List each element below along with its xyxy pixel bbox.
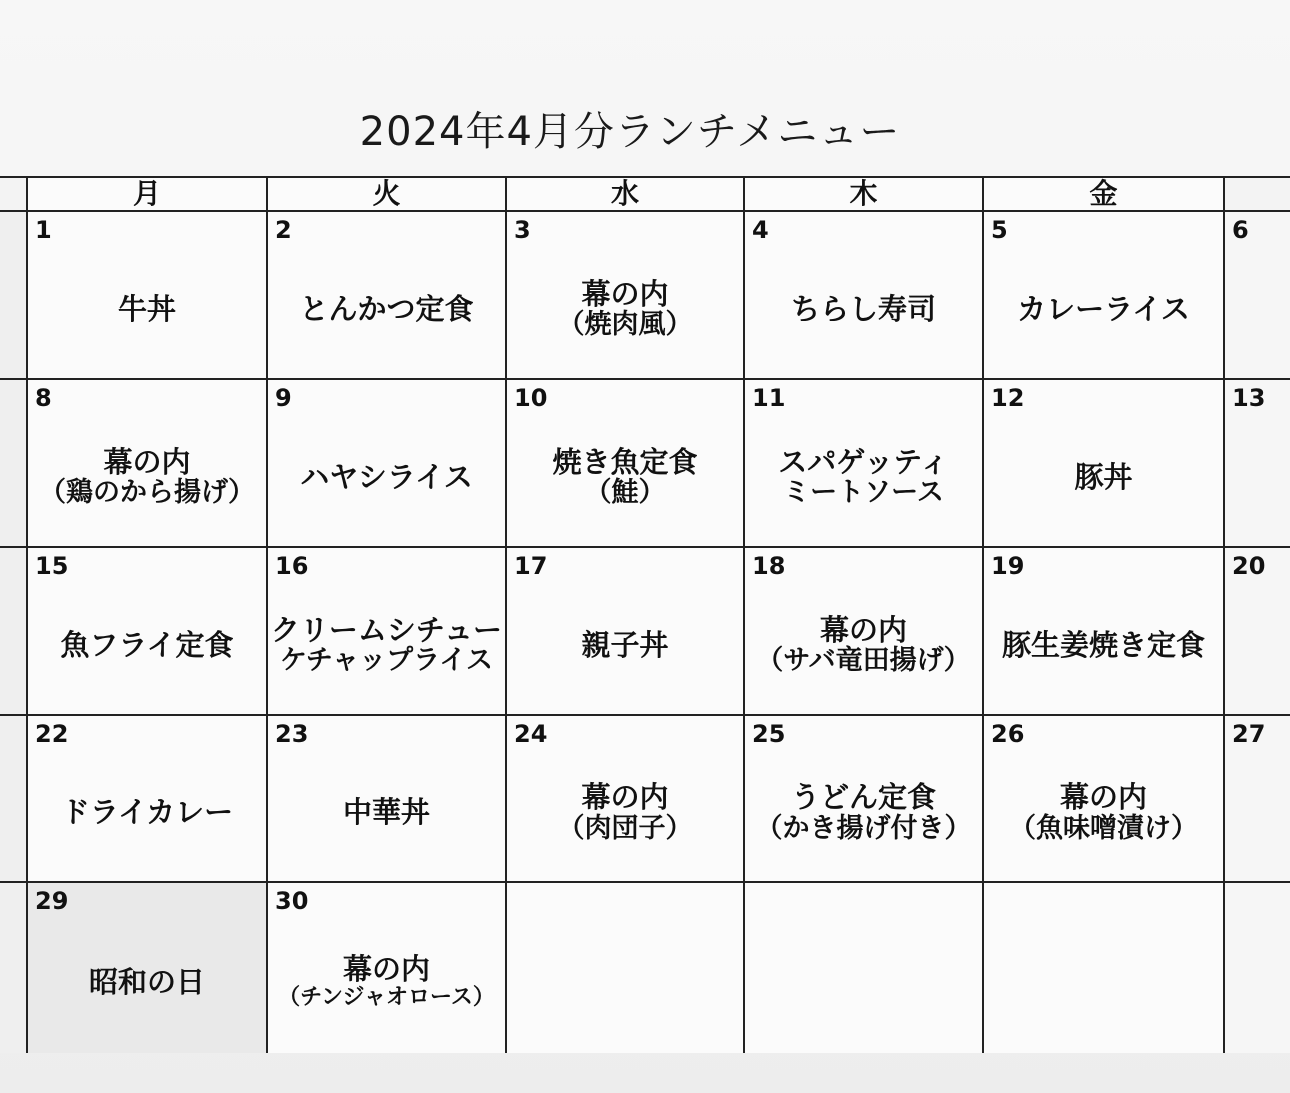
day-cell	[507, 212, 745, 380]
menu-line-1: 幕の内	[1059, 780, 1147, 815]
menu-line-1: クリームシチュー	[270, 612, 503, 647]
day-number: 27	[1232, 720, 1266, 748]
holiday-cell	[28, 883, 268, 1053]
day-number: 20	[1232, 552, 1266, 580]
day-number: 6	[1232, 216, 1249, 244]
menu-line-1: 昭和の日	[88, 964, 205, 999]
side-day-cell	[1225, 716, 1290, 883]
day-number: 15	[35, 552, 69, 580]
day-number: 19	[991, 552, 1025, 580]
day-cell	[268, 548, 507, 716]
menu-item	[268, 919, 505, 1045]
menu-item	[28, 752, 266, 873]
menu-line-1: 幕の内	[581, 780, 669, 815]
menu-item	[28, 248, 266, 370]
day-cell	[745, 716, 984, 883]
day-number: 29	[35, 887, 69, 915]
menu-line-2: （鶏のから揚げ）	[39, 477, 255, 509]
menu-item	[745, 752, 982, 873]
holiday-label	[28, 919, 266, 1045]
day-cell	[268, 212, 507, 380]
day-cell	[745, 380, 984, 548]
weekday-header-mon: 月	[28, 178, 268, 212]
day-cell	[507, 716, 745, 883]
day-cell	[984, 212, 1225, 380]
menu-item	[984, 752, 1223, 873]
side-day-cell	[1225, 212, 1290, 380]
menu-line-1: カレーライス	[1017, 291, 1190, 326]
day-cell	[268, 883, 507, 1053]
menu-line-1: 幕の内	[342, 952, 430, 987]
day-cell	[268, 716, 507, 883]
day-cell	[984, 380, 1225, 548]
empty-day-cell	[507, 883, 745, 1053]
week-edge-left	[0, 716, 28, 883]
week-edge-left	[0, 380, 28, 548]
menu-item	[28, 416, 266, 538]
day-number: 30	[275, 887, 309, 915]
day-cell	[507, 548, 745, 716]
day-number: 5	[991, 216, 1008, 244]
day-number: 11	[752, 384, 786, 412]
menu-line-1: ハヤシライス	[300, 459, 473, 494]
menu-item	[507, 752, 743, 873]
menu-line-2: ミートソース	[783, 477, 944, 509]
side-day-cell	[1225, 883, 1290, 1053]
day-number: 17	[514, 552, 548, 580]
day-number: 23	[275, 720, 309, 748]
menu-line-1: ドライカレー	[60, 795, 234, 830]
day-number: 22	[35, 720, 69, 748]
day-number: 18	[752, 552, 786, 580]
menu-item	[268, 416, 505, 538]
menu-line-2: （かき揚げ付き）	[755, 812, 972, 844]
week-edge-left	[0, 548, 28, 716]
day-cell	[28, 380, 268, 548]
day-cell	[984, 548, 1225, 716]
empty-day-cell	[745, 883, 984, 1053]
week-edge-left	[0, 883, 28, 1053]
weekday-header-tue: 火	[268, 178, 507, 212]
menu-line-1: 豚丼	[1074, 459, 1133, 494]
header-edge-left	[0, 178, 28, 212]
menu-line-2: （チンジャオロース）	[278, 984, 495, 1010]
menu-line-1: 幕の内	[103, 444, 191, 479]
menu-line-1: 幕の内	[581, 276, 669, 311]
menu-line-2: ケチャップライス	[279, 645, 494, 677]
empty-day-cell	[984, 883, 1225, 1053]
day-number: 2	[275, 216, 292, 244]
menu-line-2: （魚味噌漬け）	[1009, 812, 1198, 844]
menu-line-2: （焼肉風）	[557, 309, 693, 341]
weekday-header-wed: 水	[507, 178, 745, 212]
day-cell	[745, 212, 984, 380]
day-number: 24	[514, 720, 548, 748]
menu-line-2: （サバ竜田揚げ）	[756, 645, 971, 677]
menu-line-1: 牛丼	[117, 291, 176, 326]
menu-item	[745, 248, 982, 370]
day-number: 13	[1232, 384, 1266, 412]
menu-item	[507, 584, 743, 706]
page-title: 2024年4月分ランチメニュー	[359, 109, 901, 155]
menu-item	[507, 416, 743, 538]
menu-item	[984, 584, 1223, 706]
menu-item	[28, 584, 266, 706]
weekday-header-fri: 金	[984, 178, 1225, 212]
day-number: 10	[514, 384, 548, 412]
menu-line-1: とんかつ定食	[299, 291, 474, 326]
day-number: 12	[991, 384, 1025, 412]
menu-line-1: 中華丼	[342, 795, 430, 830]
day-number: 9	[275, 384, 292, 412]
menu-item	[268, 752, 505, 873]
day-cell	[28, 548, 268, 716]
header-edge-right	[1225, 178, 1290, 212]
menu-line-1: 魚フライ定食	[60, 627, 234, 662]
menu-line-1: スパゲッティ	[778, 444, 949, 479]
menu-item	[268, 248, 505, 370]
menu-item	[745, 416, 982, 538]
side-day-cell	[1225, 380, 1290, 548]
menu-line-1: うどん定食	[790, 780, 936, 815]
menu-item	[268, 584, 505, 706]
day-number: 3	[514, 216, 531, 244]
menu-item	[984, 416, 1223, 538]
day-number: 4	[752, 216, 769, 244]
day-number: 25	[752, 720, 786, 748]
menu-item	[507, 248, 743, 370]
day-number: 1	[35, 216, 52, 244]
day-cell	[745, 548, 984, 716]
day-number: 16	[275, 552, 309, 580]
day-number: 26	[991, 720, 1025, 748]
menu-line-2: （肉団子）	[557, 812, 693, 844]
menu-item	[984, 248, 1223, 370]
menu-line-1: ちらし寿司	[790, 291, 936, 326]
day-cell	[28, 212, 268, 380]
day-cell	[268, 380, 507, 548]
day-cell	[984, 716, 1225, 883]
menu-line-1: 焼き魚定食	[552, 444, 698, 479]
weekday-header-thu: 木	[745, 178, 984, 212]
menu-line-1: 豚生姜焼き定食	[1001, 627, 1205, 662]
menu-line-2: （鮭）	[584, 477, 666, 509]
week-edge-left	[0, 212, 28, 380]
lunch-calendar	[0, 176, 1290, 1051]
side-day-cell	[1225, 548, 1290, 716]
day-number: 8	[35, 384, 52, 412]
menu-line-1: 幕の内	[819, 612, 907, 647]
day-cell	[507, 380, 745, 548]
day-cell	[28, 716, 268, 883]
menu-line-1: 親子丼	[581, 627, 669, 662]
menu-item	[745, 584, 982, 706]
